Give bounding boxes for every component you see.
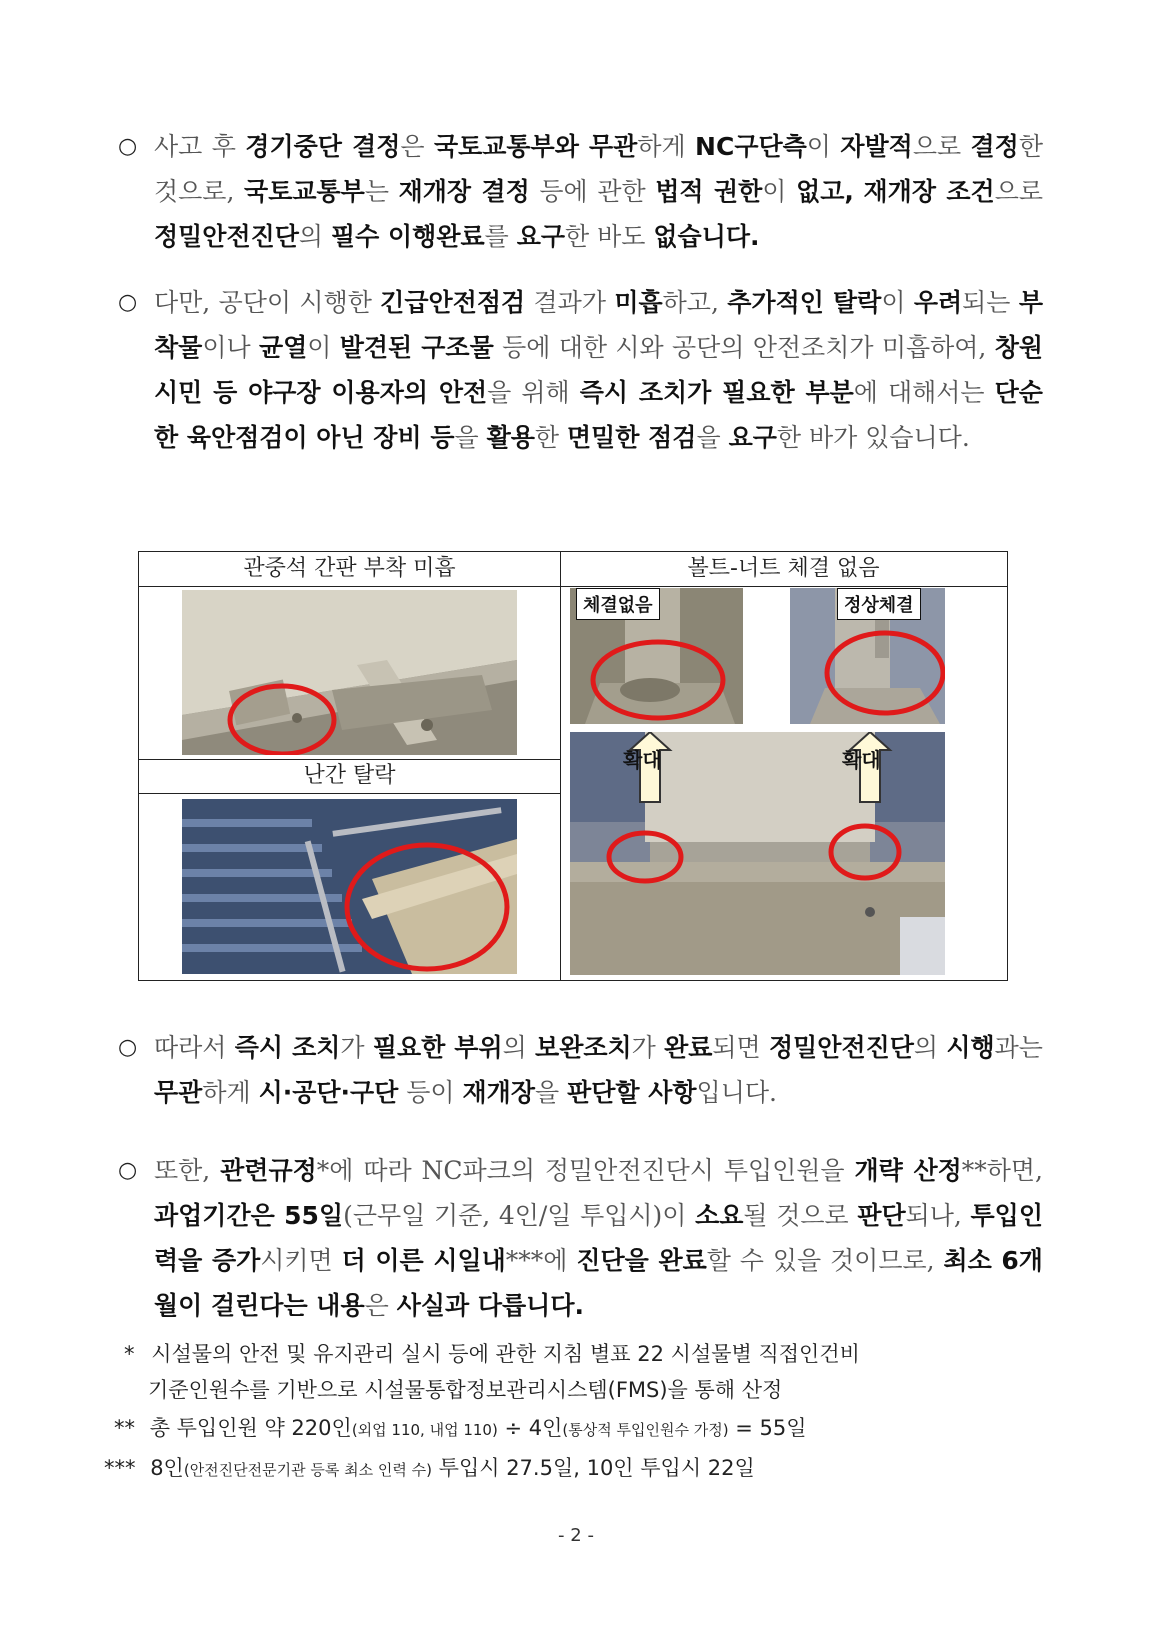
text: 가 bbox=[340, 1033, 373, 1062]
bold-text: 면밀한 점검 bbox=[567, 423, 697, 452]
bold-text: 추가적인 탈락 bbox=[727, 288, 882, 317]
text: 이 bbox=[762, 177, 797, 206]
text: 는 bbox=[364, 177, 399, 206]
text: ***에 bbox=[505, 1246, 577, 1275]
bold-text: 필요한 부위 bbox=[372, 1033, 503, 1062]
bold-text: 최소 6개월이 걸린다는 내용 bbox=[154, 1246, 1043, 1320]
text: 의 bbox=[298, 222, 332, 251]
bullet-mark: ○ bbox=[118, 134, 138, 159]
paragraph-text bbox=[154, 1148, 1043, 1328]
bullet-mark: ○ bbox=[118, 290, 138, 315]
bold-text: 자발적 bbox=[840, 132, 913, 161]
photo-railing-detached bbox=[182, 799, 517, 974]
text: 결과가 bbox=[525, 288, 615, 317]
bold-text: 재개장 조건 bbox=[863, 177, 995, 206]
header-railing-detached: 난간 탈락 bbox=[303, 763, 396, 788]
paragraph-4 bbox=[118, 1148, 1043, 1328]
zoom-label-right: 확대 bbox=[842, 748, 881, 772]
text: 시키면 bbox=[260, 1246, 342, 1275]
bold-text: 보완조치 bbox=[535, 1033, 632, 1062]
text: 되나, bbox=[905, 1201, 971, 1230]
footnote-2 bbox=[114, 1410, 807, 1448]
text: 과는 bbox=[994, 1033, 1043, 1062]
text: 한 bbox=[534, 423, 567, 452]
bold-text: 요구 bbox=[516, 222, 566, 251]
text: 입니다. bbox=[696, 1078, 777, 1107]
bold-text: 결정 bbox=[970, 132, 1019, 161]
bold-text: 활용 bbox=[486, 423, 535, 452]
text: 은 bbox=[400, 132, 434, 161]
paragraph-text bbox=[154, 280, 1043, 460]
bold-text: 발견된 구조물 bbox=[339, 333, 494, 362]
bullet-mark: ○ bbox=[118, 1158, 138, 1183]
bold-text: 미흡 bbox=[614, 288, 663, 317]
bold-text: NC구단측 bbox=[695, 132, 807, 161]
text: 될 것으로 bbox=[743, 1201, 858, 1230]
bold-text: 경기중단 결정 bbox=[245, 132, 401, 161]
table-divider bbox=[139, 793, 560, 794]
text: 은 bbox=[364, 1291, 397, 1320]
bold-text: 균열 bbox=[258, 333, 308, 362]
text: 하게 bbox=[637, 132, 696, 161]
bold-text: 판단할 사항 bbox=[567, 1078, 697, 1107]
bold-text: 개략 산정 bbox=[854, 1156, 962, 1185]
text: 이나 bbox=[202, 333, 259, 362]
bold-text: 부착물 bbox=[154, 288, 1043, 362]
bold-text: 시·공단·구단 bbox=[258, 1078, 399, 1107]
paragraph-2 bbox=[118, 280, 1043, 500]
text: 한 바가 있습니다. bbox=[776, 423, 970, 452]
text: 의 bbox=[502, 1033, 536, 1062]
text: 등이 bbox=[398, 1078, 463, 1107]
text: 이 bbox=[307, 333, 340, 362]
footnote-text: 시설물의 안전 및 유지관리 실시 등에 관한 지침 별표 22 시설물별 직접인건비 bbox=[151, 1342, 860, 1366]
text: 에 대해서는 bbox=[853, 378, 995, 407]
bold-text: 긴급안전점검 bbox=[380, 288, 526, 317]
text bbox=[854, 177, 864, 206]
footnote-star: ** bbox=[114, 1416, 135, 1440]
header-bolt-nut: 볼트-너트 체결 없음 bbox=[687, 556, 880, 581]
text: 가 bbox=[631, 1033, 665, 1062]
text: 따라서 bbox=[154, 1033, 235, 1062]
text: **하면, bbox=[961, 1156, 1043, 1185]
footnote-result: = 55일 bbox=[728, 1416, 807, 1440]
bold-text: 완료 bbox=[664, 1033, 713, 1062]
text: 하고, bbox=[662, 288, 728, 317]
text: 할 수 있을 것이므로, bbox=[706, 1246, 944, 1275]
bold-text: 즉시 조치가 필요한 부분 bbox=[579, 378, 854, 407]
bold-text: 필수 이행완료 bbox=[331, 222, 485, 251]
table-divider bbox=[560, 586, 1007, 587]
text: 되는 bbox=[962, 288, 1019, 317]
footnote-days: 투입시 27.5일, 10인 투입시 22일 bbox=[431, 1456, 755, 1480]
bold-text: 관련규정 bbox=[220, 1156, 317, 1185]
text: 이 bbox=[881, 288, 914, 317]
bold-text: 우려 bbox=[913, 288, 963, 317]
paragraph-text bbox=[154, 124, 1043, 259]
text: 을 위해 bbox=[487, 378, 580, 407]
bold-text: 무관 bbox=[154, 1078, 203, 1107]
text: 한 바도 bbox=[565, 222, 654, 251]
text: 되면 bbox=[712, 1033, 769, 1062]
footnote-star: *** bbox=[104, 1456, 136, 1480]
label-normal-fastening: 정상체결 bbox=[837, 588, 921, 620]
zoom-label-left: 확대 bbox=[623, 748, 662, 772]
footnote-min: 8인 bbox=[150, 1456, 184, 1480]
bold-text: 창원시민 등 야구장 이용자의 안전 bbox=[154, 333, 1044, 407]
bold-text: 정밀안전진단 bbox=[154, 222, 299, 251]
text: 을 bbox=[696, 423, 729, 452]
bold-text: 과업기간은 55일 bbox=[154, 1201, 344, 1230]
text: 또한, bbox=[154, 1156, 221, 1185]
inspection-photo-table bbox=[138, 551, 1008, 981]
text: (근무일 기준, 4인/일 투입시)이 bbox=[343, 1201, 696, 1230]
paragraph-text bbox=[154, 1025, 1043, 1115]
footnote-detail: (외업 110, 내업 110) bbox=[351, 1421, 498, 1439]
bold-text: 소요 bbox=[695, 1201, 744, 1230]
text: 한 것으로, bbox=[154, 132, 1043, 206]
header-sign-attachment: 관중석 간판 부착 미흡 bbox=[243, 556, 456, 581]
bold-text: 판단 bbox=[857, 1201, 906, 1230]
bold-text: 사실과 다릅니다. bbox=[396, 1291, 584, 1320]
bold-text: 국토교통부와 무관 bbox=[433, 132, 638, 161]
text: 를 bbox=[484, 222, 517, 251]
table-divider bbox=[139, 586, 560, 587]
footnote-min-detail: (안전진단전문기관 등록 최소 인력 수) bbox=[183, 1461, 432, 1479]
footnote-1 bbox=[118, 1336, 1043, 1408]
text: *에 따라 NC파크의 정밀안전진단시 투입인원을 bbox=[316, 1156, 855, 1185]
paragraph-3 bbox=[118, 1025, 1043, 1120]
bold-text: 투입인력을 증가 bbox=[154, 1201, 1043, 1275]
text: 을 bbox=[534, 1078, 568, 1107]
label-no-fastening: 체결없음 bbox=[576, 588, 660, 620]
footnote-text-cont: 기준인원수를 기반으로 시설물통합정보관리시스템(FMS)을 통해 산정 bbox=[148, 1378, 783, 1402]
text: 등에 대한 시와 공단의 안전조치가 미흡하여, bbox=[493, 333, 995, 362]
text: 하게 bbox=[202, 1078, 259, 1107]
bold-text: 더 이른 시일내 bbox=[341, 1246, 506, 1275]
bold-text: 재개장 bbox=[462, 1078, 535, 1107]
text: 의 bbox=[913, 1033, 947, 1062]
bold-text: 즉시 조치 bbox=[234, 1033, 341, 1062]
bold-text: 정밀안전진단 bbox=[769, 1033, 914, 1062]
footnote-div: ÷ 4인 bbox=[497, 1416, 563, 1440]
bold-text: 단순한 육안점검이 아닌 장비 등 bbox=[154, 378, 1043, 452]
footnote-total: 총 투입인원 약 220인 bbox=[149, 1416, 352, 1440]
photo-sign-attachment bbox=[182, 590, 517, 755]
bold-text: 진단을 완료 bbox=[576, 1246, 707, 1275]
footnote-3 bbox=[104, 1450, 755, 1488]
bold-text: 없습니다. bbox=[653, 222, 760, 251]
table-divider bbox=[560, 552, 561, 980]
paragraph-1 bbox=[118, 124, 1043, 264]
bold-text: 국토교통부 bbox=[244, 177, 365, 206]
text: 등에 관한 bbox=[529, 177, 656, 206]
bold-text: 시행 bbox=[946, 1033, 995, 1062]
page-number: - 2 - bbox=[558, 1525, 594, 1546]
text: 사고 후 bbox=[154, 132, 246, 161]
bold-text: 법적 권한 bbox=[655, 177, 763, 206]
footnote-star: * bbox=[124, 1342, 135, 1366]
bold-text: 없고, bbox=[796, 177, 854, 206]
text: 으로 bbox=[912, 132, 971, 161]
footnote-assume: (통상적 투입인원수 가정) bbox=[562, 1421, 729, 1439]
bold-text: 요구 bbox=[728, 423, 777, 452]
bold-text: 재개장 결정 bbox=[398, 177, 530, 206]
text: 다만, 공단이 시행한 bbox=[154, 288, 381, 317]
bullet-mark: ○ bbox=[118, 1035, 138, 1060]
text: 이 bbox=[806, 132, 841, 161]
text: 으로 bbox=[994, 177, 1043, 206]
text: 을 bbox=[454, 423, 487, 452]
